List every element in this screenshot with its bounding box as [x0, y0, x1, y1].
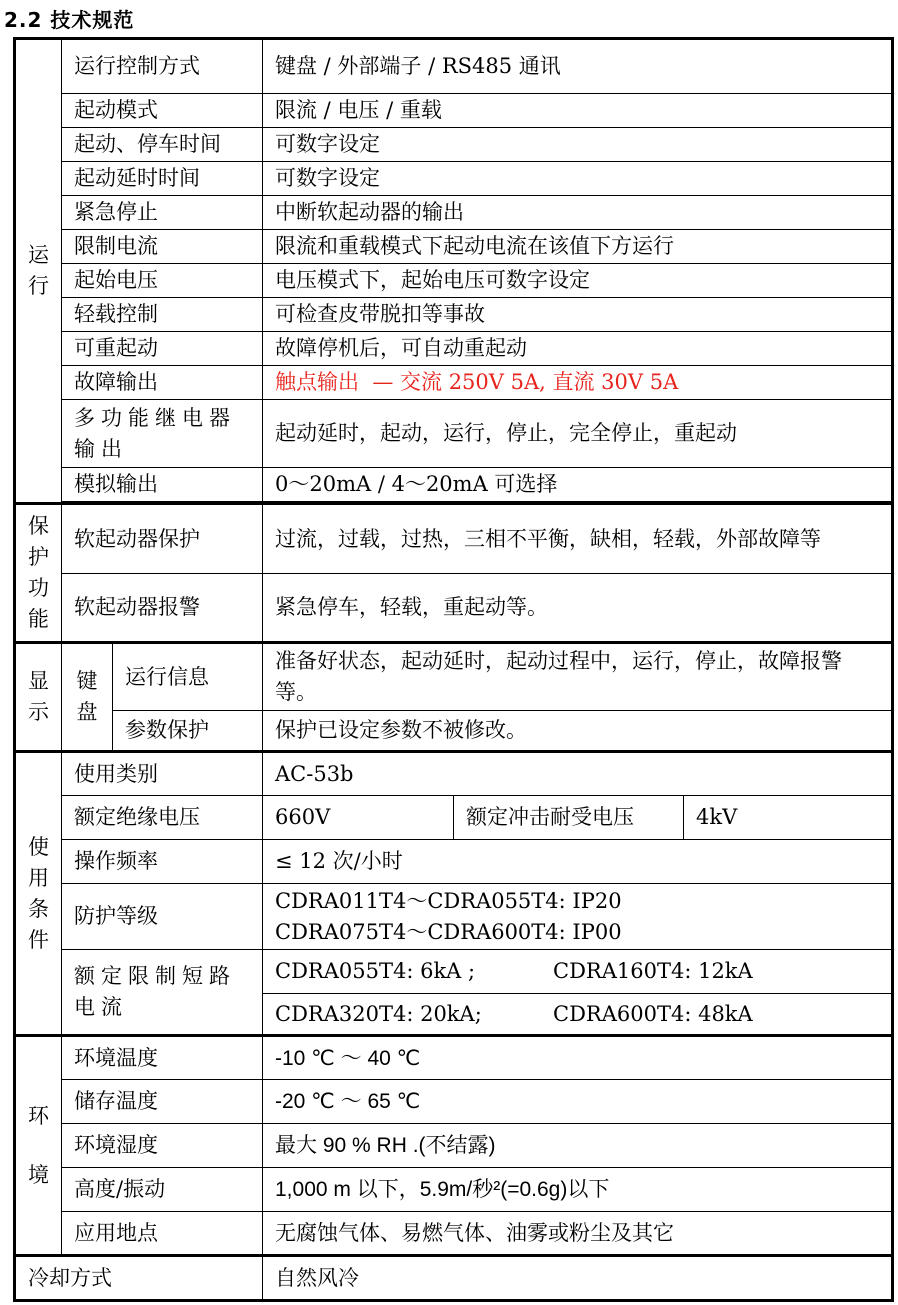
- section-title: 2.2 技术规范: [4, 8, 135, 32]
- row-label: 多功能继电器输出: [62, 400, 263, 468]
- row-value: [263, 884, 893, 950]
- row-label: 轻载控制: [62, 298, 263, 332]
- row-label: 参数保护: [113, 711, 263, 752]
- table-row: [15, 796, 893, 840]
- table-row: [15, 298, 893, 332]
- row-label: 运行控制方式: [62, 39, 263, 94]
- spec-table: [13, 37, 894, 1302]
- protection-class-line: CDRA011T4～CDRA055T4: IP20: [275, 888, 622, 913]
- group-label-display: 显 示: [15, 643, 62, 752]
- table-row: [15, 400, 893, 468]
- short-circuit-value: CDRA160T4: 12kA: [553, 959, 753, 983]
- row-value: 最大 90 % RH .(不结露): [263, 1124, 893, 1168]
- row-value: 可检查皮带脱扣等事故: [263, 298, 893, 332]
- row-label: 额定绝缘电压: [62, 796, 263, 840]
- row-label: 起动模式: [62, 94, 263, 128]
- row-value: ≤ 12 次/小时: [263, 840, 893, 884]
- row-value: 键盘 / 外部端子 / RS485 通讯: [263, 39, 893, 94]
- row-value: 保护已设定参数不被修改。: [263, 711, 893, 752]
- table-row: [15, 711, 893, 752]
- row-label: 额定限制短路电流: [62, 950, 263, 1036]
- row-value: -10 ℃ ～ 40 ℃: [263, 1036, 893, 1080]
- table-row: [15, 332, 893, 366]
- table-row: [15, 1168, 893, 1212]
- row-value: [263, 950, 893, 994]
- row-label: 运行信息: [113, 643, 263, 711]
- row-label: 额定冲击耐受电压: [454, 796, 684, 840]
- row-label: 软起动器保护: [62, 504, 263, 574]
- short-circuit-value: CDRA055T4: 6kA ;: [275, 959, 476, 983]
- row-value: 0～20mA / 4～20mA 可选择: [263, 468, 893, 502]
- table-row: [15, 128, 893, 162]
- short-circuit-value: CDRA320T4: 20kA;: [275, 1001, 482, 1026]
- row-value: [263, 994, 893, 1036]
- row-value: 准备好状态，起动延时，起动过程中，运行，停止，故障报警等。: [263, 643, 893, 711]
- row-label: 高度/振动: [62, 1168, 263, 1212]
- table-row: [15, 950, 893, 994]
- row-value: 自然风冷: [263, 1256, 893, 1301]
- row-label: 防护等级: [62, 884, 263, 950]
- row-label: 环境湿度: [62, 1124, 263, 1168]
- protection-class-line: CDRA075T4～CDRA600T4: IP00: [275, 919, 622, 944]
- row-label: 操作频率: [62, 840, 263, 884]
- row-label: 起动、停车时间: [62, 128, 263, 162]
- row-label: 限制电流: [62, 230, 263, 264]
- row-value: 起动延时，起动，运行，停止，完全停止，重起动: [263, 400, 893, 468]
- group-label-usage: 使 用 条 件: [15, 752, 62, 1036]
- row-value: 中断软起动器的输出: [263, 196, 893, 230]
- row-value: 紧急停车，轻载，重起动等。: [263, 574, 893, 643]
- row-label: 软起动器报警: [62, 574, 263, 643]
- row-value: 可数字设定: [263, 162, 893, 196]
- row-label: 环境温度: [62, 1036, 263, 1080]
- table-row: [15, 468, 893, 502]
- table-row: [15, 1212, 893, 1256]
- group-label-environment: 环 境: [15, 1036, 62, 1256]
- row-value: -20 ℃ ～ 65 ℃: [263, 1080, 893, 1124]
- row-value: 过流，过载，过热，三相不平衡，缺相，轻载，外部故障等: [263, 504, 893, 574]
- row-value: 660V: [263, 796, 454, 840]
- table-row: [15, 643, 893, 711]
- table-row: [15, 884, 893, 950]
- row-value: 故障停机后，可自动重起动: [263, 332, 893, 366]
- subgroup-label-keypad: 键 盘: [62, 643, 113, 752]
- table-row: [15, 264, 893, 298]
- table-row: [15, 1124, 893, 1168]
- row-value: 无腐蚀气体、易燃气体、油雾或粉尘及其它: [263, 1212, 893, 1256]
- short-circuit-value: CDRA600T4: 48kA: [553, 1001, 753, 1026]
- row-label: 紧急停止: [62, 196, 263, 230]
- row-label: 起始电压: [62, 264, 263, 298]
- table-row: [15, 94, 893, 128]
- table-row: [15, 574, 893, 643]
- table-row: [15, 1256, 893, 1301]
- row-value: 1,000 m 以下，5.9m/秒²(=0.6g)以下: [263, 1168, 893, 1212]
- row-label: 冷却方式: [15, 1256, 263, 1301]
- group-label-operation: 运 行: [15, 39, 62, 504]
- table-row: [15, 752, 893, 796]
- row-label: 故障输出: [62, 366, 263, 400]
- row-label: 应用地点: [62, 1212, 263, 1256]
- group-label-protection: 保 护 功 能: [15, 504, 62, 643]
- table-row: [15, 840, 893, 884]
- table-row: [15, 39, 893, 94]
- fault-output-value: 触点输出 — 交流 250V 5A, 直流 30V 5A: [263, 366, 893, 400]
- row-value: 4kV: [684, 796, 893, 840]
- row-label: 可重起动: [62, 332, 263, 366]
- table-row: [15, 230, 893, 264]
- row-label: 储存温度: [62, 1080, 263, 1124]
- table-row: [15, 162, 893, 196]
- row-value: 电压模式下，起始电压可数字设定: [263, 264, 893, 298]
- row-label: 起动延时时间: [62, 162, 263, 196]
- table-row: [15, 366, 893, 400]
- row-label: 使用类别: [62, 752, 263, 796]
- table-row: [15, 1036, 893, 1080]
- row-value: AC-53b: [263, 752, 893, 796]
- row-value: 可数字设定: [263, 128, 893, 162]
- table-row: [15, 504, 893, 574]
- table-row: [15, 1080, 893, 1124]
- row-value: 限流 / 电压 / 重载: [263, 94, 893, 128]
- table-row: [15, 196, 893, 230]
- row-label: 模拟输出: [62, 468, 263, 502]
- row-value: 限流和重载模式下起动电流在该值下方运行: [263, 230, 893, 264]
